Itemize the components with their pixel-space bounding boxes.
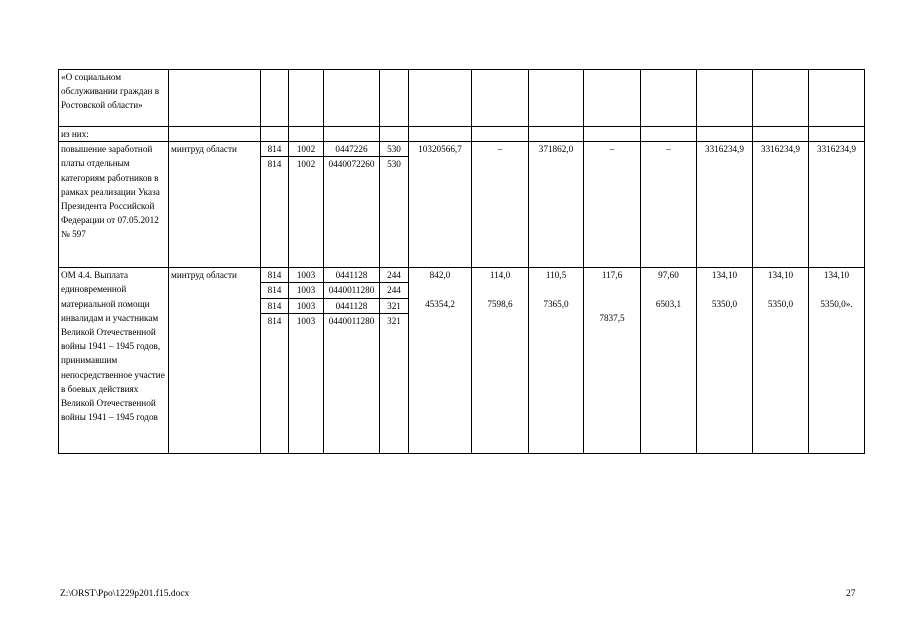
value-244: 97,60	[658, 270, 679, 281]
value-321: 5350,0».	[820, 298, 853, 309]
value-244: 134,10	[823, 270, 850, 281]
description-cell: повышение заработной платы отдельным категориям работников в рамках реализации Указа Президента Российской Федерации от 07.05.2012 № 597	[59, 142, 169, 268]
grbs-cell	[261, 268, 289, 454]
grbs-value: 814	[267, 270, 282, 281]
value-cell: 3316234,9	[809, 142, 865, 268]
vr-value: 244	[387, 270, 401, 281]
value-321: 6503,1	[655, 298, 682, 309]
vr-value: 530	[387, 144, 401, 155]
value-cell	[472, 268, 529, 454]
csr-value: 0440011280	[324, 313, 379, 328]
value-cell: 10320566,7	[409, 142, 472, 268]
value-321: 5350,0	[711, 298, 738, 309]
grbs-value: 814	[261, 156, 288, 171]
value-cell: 3316234,9	[753, 142, 809, 268]
value-244: 842,0	[429, 270, 451, 281]
value-244: 110,5	[545, 270, 567, 281]
value-321: 5350,0	[767, 298, 794, 309]
rzpr-value: 1003	[289, 298, 323, 313]
description-cell: ОМ 4.4. Выплата единовременной материальной помощи инвалидам и участникам Великой Отечественной войны 1941 – 1945 годов, принимавшим непосредственное участие в боевых действиях Великой Отечественной войны 1941 – 1945 годов	[59, 268, 169, 454]
grbs-cell	[261, 142, 289, 268]
value-321: 7598,6	[487, 298, 513, 309]
budget-table	[58, 69, 865, 454]
rzpr-value: 1003	[289, 282, 323, 297]
vr-cell	[380, 268, 409, 454]
value-cell	[753, 268, 809, 454]
value-244: 114,0	[489, 270, 511, 281]
value-cell: –	[472, 142, 529, 268]
rzpr-cell	[289, 142, 324, 268]
executor-cell: минтруд области	[169, 142, 261, 268]
table-row	[59, 127, 865, 142]
table-row	[59, 70, 865, 127]
value-244: 117,6	[601, 270, 623, 281]
grbs-value: 814	[261, 282, 288, 297]
value-cell	[529, 268, 584, 454]
table-row	[59, 142, 865, 268]
csr-value: 0440011280	[324, 282, 379, 297]
value-321: 7837,5	[599, 312, 625, 323]
rzpr-value: 1002	[289, 156, 323, 171]
rzpr-cell	[289, 268, 324, 454]
value-cell: 3316234,9	[697, 142, 753, 268]
value-cell	[697, 268, 753, 454]
file-path: Z:\ORST\Ppo\1229p201.f15.docx	[60, 589, 190, 599]
rzpr-value: 1003	[296, 270, 316, 281]
csr-cell	[324, 142, 380, 268]
csr-value: 0441128	[335, 270, 368, 281]
value-cell	[641, 268, 697, 454]
grbs-value: 814	[261, 313, 288, 328]
value-cell: 371862,0	[529, 142, 584, 268]
value-244: 134,10	[767, 270, 794, 281]
csr-cell	[324, 268, 380, 454]
value-cell	[409, 268, 472, 454]
value-cell: –	[584, 142, 641, 268]
value-244: 134,10	[711, 270, 738, 281]
value-321: 45354,2	[425, 298, 455, 309]
rzpr-value: 1003	[289, 313, 323, 328]
value-cell	[809, 268, 865, 454]
grbs-value: 814	[261, 298, 288, 313]
description-cell: из них:	[59, 127, 169, 142]
csr-value: 0441128	[324, 298, 379, 313]
table-row	[59, 268, 865, 454]
vr-value: 321	[380, 298, 408, 313]
vr-value: 321	[380, 313, 408, 328]
executor-cell: минтруд области	[169, 268, 261, 454]
vr-value: 530	[380, 156, 408, 171]
grbs-value: 814	[267, 144, 282, 155]
value-321: 7365,0	[543, 298, 569, 309]
value-cell	[584, 268, 641, 454]
vr-cell	[380, 142, 409, 268]
rzpr-value: 1002	[296, 144, 316, 155]
csr-value: 0440072260	[324, 156, 379, 171]
csr-value: 0447226	[335, 144, 368, 155]
vr-value: 244	[380, 282, 408, 297]
page-number: 27	[846, 589, 856, 599]
description-cell: «О социальном обслуживании граждан в Ростовской области»	[59, 70, 169, 127]
value-cell: –	[641, 142, 697, 268]
